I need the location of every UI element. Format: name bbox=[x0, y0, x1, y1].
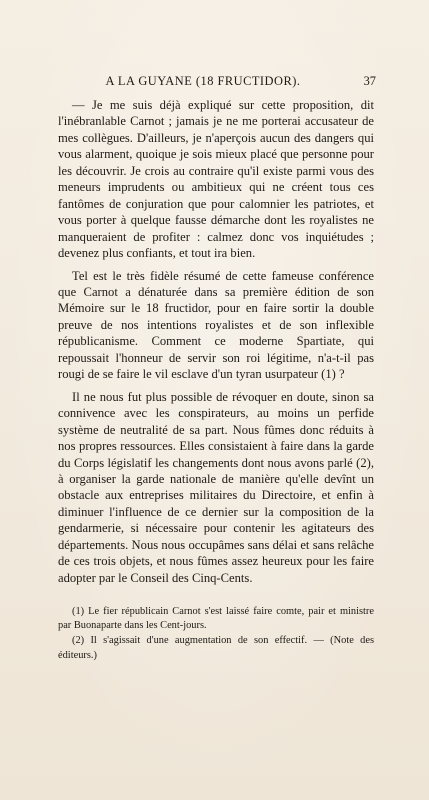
paragraph-3: Il ne nous fut plus possible de révoquer en doute, sinon sa connivence avec les conspirateurs, au moins un perfide système de neutralité de sa part. Nous fûmes donc réduits à nos propres ressources. Elles consistaient à faire dans la garde du Corps législatif les changements dont nous avons parlé (2), à organiser la garde nationale de manière qu'elle devînt un obstacle aux entreprises militaires du Directoire, et enfin à diminuer l'influence de ce dernier sur la composition de la gendarmerie, si nécessaire pour contenir les agitateurs des départements. Nous nous occupâmes sans délai et sans relâche de ces trois objets, et nous fûmes assez heureux pour les faire adopter par le Conseil des Cinq-Cents. bbox=[58, 389, 374, 585]
footnote-1: (1) Le fier républicain Carnot s'est laissé faire comte, pair et ministre par Buonaparte dans les Cent-jours. bbox=[58, 606, 374, 632]
body-text bbox=[58, 97, 374, 592]
footnote-2: (2) Il s'agissait d'une augmentation de son effectif. — (Note des éditeurs.) bbox=[58, 635, 374, 661]
paragraph-1: — Je me suis déjà expliqué sur cette proposition, dit l'inébranlable Carnot ; jamais je ne me porterai accusateur de mes collègues. D'ailleurs, je n'aperçois aucun des dangers qui vous alarment, quoique je sois mieux placé que personne pour les découvrir. Je crois au contraire qu'il existe parmi vous des meneurs imprudents ou ambitieux qui ne créent tous ces fantômes de conjuration que pour calomnier les patriotes, et vous porter à quelque fausse démarche dont les royalistes ne manqueraient de profiter : calmez donc vos inquiétudes ; devenez plus confiants, et tout ira bien. bbox=[58, 98, 374, 261]
footnotes bbox=[58, 605, 374, 664]
page-header bbox=[58, 74, 376, 92]
paragraph-2: Tel est le très fidèle résumé de cette fameuse conférence que Carnot a dénaturée dans sa première édition de son Mémoire sur le 18 fructidor, pour en faire sortir la double preuve de nos intentions royalistes et de son inflexible républicanisme. Comment ce moderne Spartiate, qui repoussait l'honneur de servir son roi légitime, n'a-t-il pas rougi de se faire le vil esclave d'un tyran usurpateur (1) ? bbox=[58, 268, 374, 382]
running-title: A LA GUYANE (18 FRUCTIDOR). bbox=[105, 74, 301, 88]
page-number: 37 bbox=[363, 74, 376, 88]
